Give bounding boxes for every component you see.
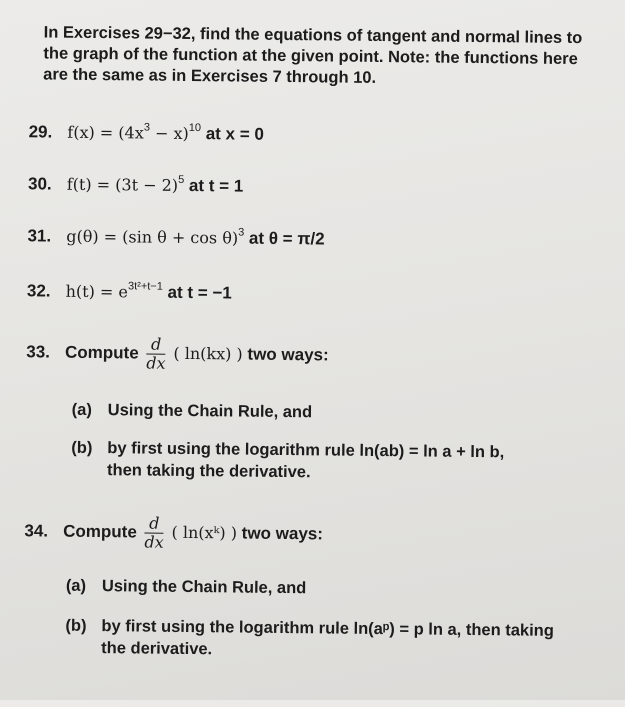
exponent: 3 <box>143 121 151 134</box>
part-label: (a) <box>65 576 87 595</box>
exercise-instructions: In Exercises 29−32, find the equations of tangent and normal lines to the graph of the function at the given point. Note: the functions here are the same as in Exercises 7 through 10. <box>43 23 583 87</box>
fraction-numerator: d <box>146 336 165 355</box>
fraction-denominator: dx <box>144 532 164 552</box>
exercise-33-part-b <box>71 437 591 486</box>
exponent: 3t²+t−1 <box>127 280 163 293</box>
exercise-30 <box>28 172 243 196</box>
two-ways-label: two ways: <box>247 344 329 365</box>
exponent: 5 <box>178 173 185 186</box>
exercise-number: 34. <box>24 521 49 541</box>
point-condition: at t = −1 <box>167 282 232 303</box>
exercise-34-part-a <box>66 575 586 602</box>
point-condition: at x = 0 <box>205 124 264 144</box>
derivative-operator <box>146 336 166 373</box>
exercise-33 <box>26 334 329 374</box>
exponent: 3 <box>238 226 245 239</box>
part-text: by first using the logarithm rule ln(aᵖ) = p ln a, then taking the derivative. <box>101 617 554 659</box>
part-label: (b) <box>65 616 87 635</box>
exercise-34-part-b <box>65 615 585 664</box>
fraction-denominator: dx <box>146 353 166 373</box>
exercise-31 <box>27 224 324 249</box>
part-label: (b) <box>71 438 93 457</box>
two-ways-label: two ways: <box>241 523 324 544</box>
log-expression: ( ln(xᵏ) ) <box>171 522 238 543</box>
exercise-number: 33. <box>26 342 51 362</box>
exercise-29 <box>29 120 264 144</box>
point-condition: at θ = π/2 <box>248 228 325 249</box>
compute-label: Compute <box>63 521 137 542</box>
function-expression: g(θ) = (sin θ + cos θ) <box>66 226 239 248</box>
fraction-numerator: d <box>145 515 164 534</box>
function-expression: f(x) = (4x <box>67 122 144 143</box>
exercise-34 <box>24 513 323 553</box>
part-text: Using the Chain Rule, and <box>107 401 313 422</box>
log-expression: ( ln(kx) ) <box>173 343 243 364</box>
derivative-operator <box>144 515 164 552</box>
function-expression: f(t) = (3t − 2) <box>66 174 179 195</box>
exponent: 10 <box>188 121 202 135</box>
point-condition: at t = 1 <box>188 175 244 196</box>
part-label: (a) <box>71 400 92 419</box>
part-text: by first using the logarithm rule ln(ab) = ln a + ln b, then taking the derivative. <box>106 439 505 482</box>
exercise-33-part-a <box>72 399 592 426</box>
exercise-number: 31. <box>27 226 52 246</box>
exercise-number: 32. <box>26 281 51 301</box>
exercise-number: 30. <box>27 174 52 194</box>
function-expression-tail: − x) <box>149 123 189 143</box>
function-expression: h(t) = e <box>65 281 129 302</box>
part-text: Using the Chain Rule, and <box>101 577 307 598</box>
compute-label: Compute <box>64 342 139 363</box>
exercise-32 <box>27 279 232 303</box>
exercise-number: 29. <box>28 122 53 142</box>
